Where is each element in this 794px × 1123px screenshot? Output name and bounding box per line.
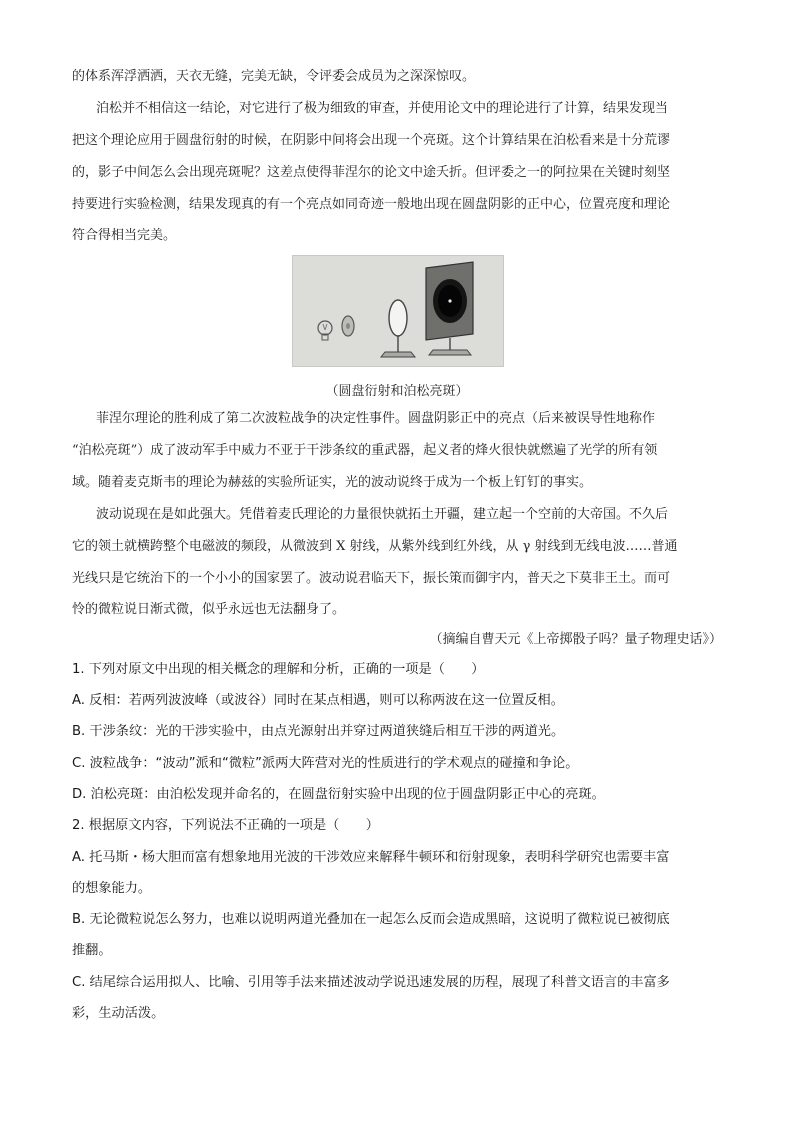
question-2-stem: 2. 根据原文内容，下列说法不正确的一项是（ ） <box>72 818 379 833</box>
passage-line: 波动说现在是如此强大。凭借着麦氏理论的力量很快就拓土开疆，建立起一个空前的大帝国。不久后 <box>96 507 669 522</box>
question-1-option-b: B. 干涉条纹：光的干涉实验中，由点光源射出并穿过两道狭缝后相互干涉的两道光。 <box>72 724 565 739</box>
question-2-option-a: A. 托马斯・杨大胆而富有想象地用光波的干涉效应来解释牛顿环和衍射现象，表明科学研究也需要丰富 <box>72 850 670 865</box>
question-1-option-c: C. 波粒战争：“波动”派和“微粒”派两大阵营对光的性质进行的学术观点的碰撞和争论。 <box>72 756 579 771</box>
passage-line: 泊松并不相信这一结论，对它进行了极为细致的审查，并使用论文中的理论进行了计算，结果发现当 <box>96 101 669 116</box>
question-2-option-a-cont: 的想象能力。 <box>72 881 152 896</box>
question-2-option-b-cont: 推翻。 <box>72 943 112 958</box>
question-1-option-a: A. 反相：若两列波波峰（或波谷）同时在某点相遇，则可以称两波在这一位置反相。 <box>72 693 564 708</box>
diffraction-figure <box>292 255 504 367</box>
passage-line: 它的领土就横跨整个电磁波的频段，从微波到 X 射线，从紫外线到红外线，从 γ 射线到无线电波……普通 <box>72 539 678 554</box>
passage-line: 菲涅尔理论的胜利成了第二次波粒战争的决定性事件。圆盘阴影正中的亮点（后来被误导性地称作 <box>96 411 656 426</box>
passage-line: 域。随着麦克斯韦的理论为赫兹的实验所证实，光的波动说终于成为一个板上钉钉的事实。 <box>72 475 593 490</box>
passage-line: 的体系浑浮洒洒，天衣无缝，完美无缺，令评委会成员为之深深惊叹。 <box>72 69 476 84</box>
question-2-option-c-cont: 彩，生动活泼。 <box>72 1006 165 1021</box>
poisson-spot-icon <box>448 299 451 302</box>
disc-icon <box>342 316 354 336</box>
question-2-option-b: B. 无论微粒说怎么努力，也难以说明两道光叠加在一起怎么反而会造成黑暗，这说明了微粒说已被彻底 <box>72 912 670 927</box>
passage-line: 持要进行实验检测，结果发现真的有一个亮点如同奇迹一般地出现在圆盘阴影的正中心，位置亮度和理论 <box>72 197 671 212</box>
question-1-option-d: D. 泊松亮斑：由泊松发现并命名的，在圆盘衍射实验中出现的位于圆盘阴影正中心的亮斑。 <box>72 787 605 802</box>
question-1-stem: 1. 下列对原文中出现的相关概念的理解和分析，正确的一项是（ ） <box>72 662 485 677</box>
source-citation: （摘编自曹天元《上帝掷骰子吗？量子物理史话》） <box>429 632 722 647</box>
passage-line: “泊松亮斑”）成了波动军手中威力不亚于干涉条纹的重武器，起义者的烽火很快就燃遍了光学的所有领 <box>72 443 658 458</box>
passage-line: 的，影子中间怎么会出现亮斑呢？这差点使得菲涅尔的论文中途夭折。但评委之一的阿拉果在关键时刻坚 <box>72 165 671 180</box>
figure-caption: （圆盘衍射和泊松亮斑） <box>325 384 469 399</box>
disc-diffraction-illustration <box>293 256 503 366</box>
question-2-option-c: C. 结尾综合运用拟人、比喻、引用等手法来描述波动学说迅速发展的历程，展现了科普文语言的丰富多 <box>72 975 670 990</box>
passage-line: 符合得相当完美。 <box>72 228 177 243</box>
passage-line: 怜的微粒说日渐式微，似乎永远也无法翻身了。 <box>72 602 346 617</box>
passage-line: 把这个理论应用于圆盘衍射的时候，在阴影中间将会出现一个亮斑。这个计算结果在泊松看来是十分荒谬 <box>72 133 671 148</box>
passage-line: 光线只是它统治下的一个小小的国家罢了。波动说君临天下，振长策而御宇内，普天之下莫非王土。而可 <box>72 571 671 586</box>
